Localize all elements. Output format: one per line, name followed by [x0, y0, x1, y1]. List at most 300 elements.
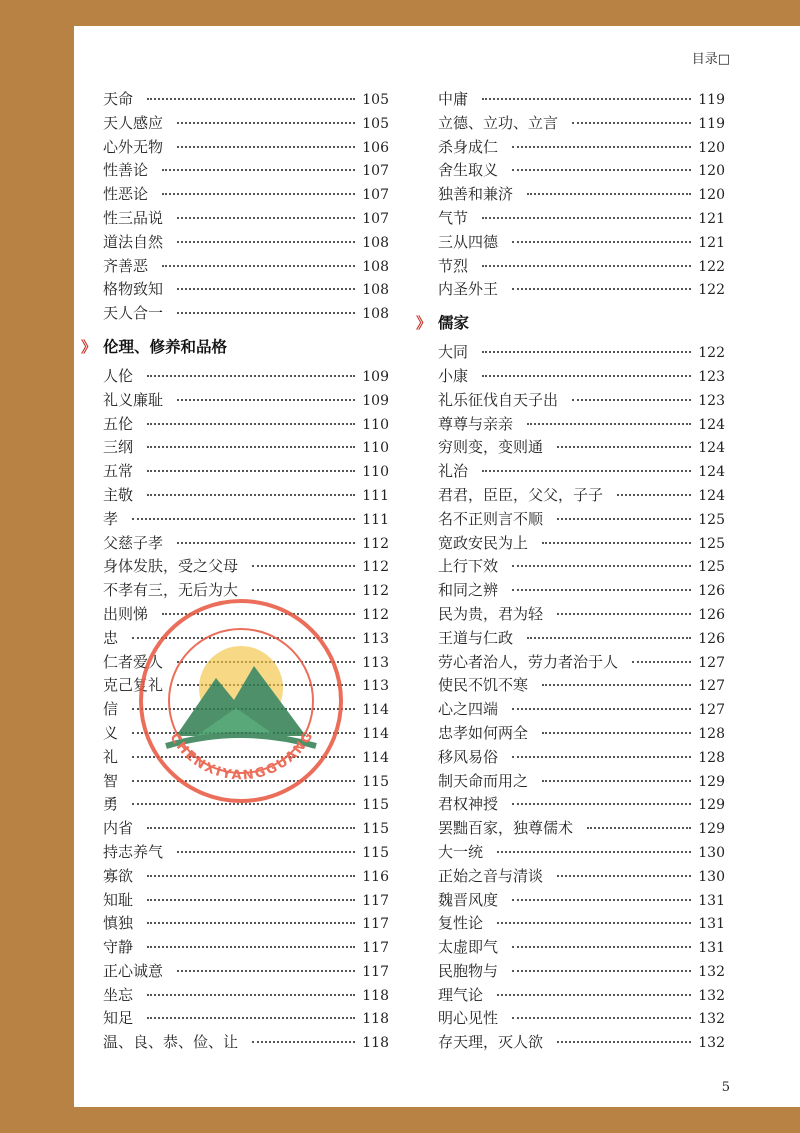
toc-entry[interactable] — [103, 302, 389, 326]
toc-entry-title: 礼义廉耻 — [103, 390, 164, 409]
toc-entry-title: 罢黜百家，独尊儒术 — [438, 819, 574, 838]
dot-leader — [482, 265, 691, 267]
toc-entry-title: 正始之音与清谈 — [438, 866, 544, 885]
toc-entry[interactable] — [103, 159, 389, 183]
toc-entry-page: 126 — [698, 630, 725, 647]
toc-entry[interactable] — [103, 112, 389, 136]
toc-entry-title: 上行下效 — [438, 557, 499, 576]
toc-entry-title: 不孝有三，无后为大 — [103, 581, 239, 600]
section-title: 儒家 — [438, 314, 470, 333]
toc-entry-page: 130 — [698, 844, 725, 861]
dot-leader — [147, 946, 355, 948]
toc-entry-page: 131 — [698, 940, 725, 957]
stamp-text: CHENXIYANGGUANG — [166, 728, 318, 784]
section-marker-icon: 》 — [81, 337, 97, 356]
toc-entry-title: 五常 — [103, 462, 134, 481]
dot-leader — [482, 98, 691, 100]
toc-entry[interactable] — [438, 508, 725, 532]
toc-entry[interactable] — [438, 770, 725, 794]
toc-entry[interactable] — [103, 889, 389, 913]
toc-entry[interactable] — [103, 255, 389, 279]
toc-entry-title: 知耻 — [103, 890, 134, 909]
toc-entry-title: 忠孝如何两全 — [438, 723, 529, 742]
toc-entry-page: 124 — [698, 416, 725, 433]
toc-entry[interactable] — [103, 460, 389, 484]
toc-entry-page: 112 — [362, 583, 389, 600]
toc-entry[interactable] — [438, 889, 725, 913]
dot-leader — [177, 399, 355, 401]
dot-leader — [177, 542, 355, 544]
toc-entry-title: 仁者爱人 — [103, 652, 164, 671]
toc-entry-title: 寡欲 — [103, 866, 134, 885]
dot-leader — [542, 780, 691, 782]
toc-entry[interactable] — [103, 532, 389, 556]
toc-entry-title: 理气论 — [438, 985, 484, 1004]
toc-entry-page: 111 — [362, 487, 389, 504]
toc-entry-page: 132 — [698, 1011, 725, 1028]
toc-entry-page: 130 — [698, 868, 725, 885]
toc-entry-title: 信 — [103, 700, 119, 719]
toc-entry[interactable] — [103, 183, 389, 207]
toc-entry-title: 礼 — [103, 747, 119, 766]
toc-entry-title: 独善和兼济 — [438, 185, 514, 204]
toc-entry[interactable] — [103, 936, 389, 960]
toc-entry-page: 111 — [362, 511, 389, 528]
toc-entry-title: 人伦 — [103, 366, 134, 385]
toc-entry[interactable] — [103, 278, 389, 302]
toc-entry-title: 性善论 — [103, 161, 149, 180]
toc-entry[interactable] — [103, 1031, 389, 1055]
toc-entry[interactable] — [438, 136, 725, 160]
toc-entry[interactable] — [438, 746, 725, 770]
toc-entry-page: 121 — [698, 234, 725, 251]
toc-entry-title: 坐忘 — [103, 985, 134, 1004]
toc-entry-page: 113 — [362, 654, 389, 671]
dot-leader — [132, 518, 355, 520]
toc-entry[interactable] — [438, 1031, 725, 1055]
dot-leader — [177, 146, 355, 148]
toc-entry-page: 110 — [362, 416, 389, 433]
watermark-stamp-logo — [136, 596, 346, 806]
dot-leader — [557, 613, 691, 615]
toc-entry-page: 108 — [362, 234, 389, 251]
dot-leader — [617, 494, 691, 496]
toc-entry-page: 116 — [362, 868, 389, 885]
toc-entry-page: 125 — [698, 535, 725, 552]
toc-entry-page: 115 — [362, 773, 389, 790]
section-heading-confucianism — [416, 311, 725, 335]
toc-entry-title: 太虚即气 — [438, 938, 499, 957]
toc-entry-title: 名不正则言不顺 — [438, 509, 544, 528]
toc-entry-title: 性三品说 — [103, 208, 164, 227]
dot-leader — [497, 922, 691, 924]
dot-leader — [147, 446, 355, 448]
toc-entry[interactable] — [438, 865, 725, 889]
toc-entry-title: 君君，臣臣，父父，子子 — [438, 485, 604, 504]
dot-leader — [147, 494, 355, 496]
toc-entry-title: 主敬 — [103, 485, 134, 504]
toc-entry-title: 克己复礼 — [103, 676, 164, 695]
dot-leader — [512, 970, 691, 972]
toc-entry-page: 124 — [698, 487, 725, 504]
toc-entry[interactable] — [438, 960, 725, 984]
toc-entry[interactable] — [438, 651, 725, 675]
toc-entry-title: 宽政安民为上 — [438, 533, 529, 552]
dot-leader — [512, 756, 691, 758]
toc-entry[interactable] — [103, 231, 389, 255]
toc-entry[interactable] — [103, 817, 389, 841]
dot-leader — [497, 851, 691, 853]
toc-entry-title: 知足 — [103, 1009, 134, 1028]
toc-entry[interactable] — [438, 793, 725, 817]
toc-entry-title: 义 — [103, 723, 119, 742]
toc-entry-title: 舍生取义 — [438, 161, 499, 180]
toc-entry[interactable] — [438, 984, 725, 1008]
toc-entry-page: 110 — [362, 464, 389, 481]
dot-leader — [147, 98, 355, 100]
toc-entry[interactable] — [103, 389, 389, 413]
toc-entry-page: 118 — [362, 987, 389, 1004]
toc-entry-page: 129 — [698, 773, 725, 790]
toc-entry-page: 112 — [362, 559, 389, 576]
running-header: 目录□ — [691, 52, 730, 67]
toc-entry-page: 113 — [362, 678, 389, 695]
toc-entry-page: 126 — [698, 583, 725, 600]
toc-entry-title: 孝 — [103, 509, 119, 528]
dot-leader — [512, 589, 691, 591]
toc-entry-title: 穷则变，变则通 — [438, 438, 544, 457]
dot-leader — [512, 899, 691, 901]
toc-entry[interactable] — [103, 365, 389, 389]
toc-entry-title: 复性论 — [438, 914, 484, 933]
toc-entry[interactable] — [438, 817, 725, 841]
toc-entry[interactable] — [103, 436, 389, 460]
toc-entry[interactable] — [438, 936, 725, 960]
toc-entry-page: 110 — [362, 440, 389, 457]
dot-leader — [162, 193, 355, 195]
toc-entry-title: 魏晋风度 — [438, 890, 499, 909]
dot-leader — [557, 875, 691, 877]
toc-entry-title: 格物致知 — [103, 280, 164, 299]
dot-leader — [482, 217, 691, 219]
toc-entry[interactable] — [438, 555, 725, 579]
toc-entry[interactable] — [438, 698, 725, 722]
toc-entry[interactable] — [103, 841, 389, 865]
toc-entry[interactable] — [438, 278, 725, 302]
dot-leader — [177, 122, 355, 124]
toc-entry[interactable] — [103, 984, 389, 1008]
toc-entry[interactable] — [438, 532, 725, 556]
toc-entry[interactable] — [438, 460, 725, 484]
toc-entry[interactable] — [438, 159, 725, 183]
toc-entry-page: 124 — [698, 464, 725, 481]
dot-leader — [177, 217, 355, 219]
toc-entry-title: 父慈子孝 — [103, 533, 164, 552]
toc-entry-title: 慎独 — [103, 914, 134, 933]
toc-entry-page: 105 — [362, 92, 389, 108]
toc-entry-page: 132 — [698, 963, 725, 980]
toc-entry-title: 天人合一 — [103, 304, 164, 323]
toc-entry-page: 129 — [698, 797, 725, 814]
toc-entry-title: 性恶论 — [103, 185, 149, 204]
toc-entry-page: 120 — [698, 187, 725, 204]
toc-right-top-list — [438, 88, 725, 302]
toc-entry-page: 105 — [362, 115, 389, 132]
dot-leader — [527, 193, 691, 195]
page-number: 5 — [721, 1080, 730, 1095]
toc-entry-title: 持志养气 — [103, 842, 164, 861]
toc-entry[interactable] — [438, 674, 725, 698]
dot-leader — [177, 241, 355, 243]
toc-entry-title: 制天命而用之 — [438, 771, 529, 790]
dot-leader — [482, 470, 691, 472]
toc-entry[interactable] — [438, 207, 725, 231]
toc-entry[interactable] — [103, 413, 389, 437]
toc-entry-page: 127 — [698, 678, 725, 695]
toc-entry[interactable] — [438, 912, 725, 936]
toc-entry-title: 三纲 — [103, 438, 134, 457]
toc-left-top-list — [103, 88, 389, 326]
toc-entry[interactable] — [103, 508, 389, 532]
toc-entry-page: 119 — [698, 92, 725, 108]
toc-entry-page: 117 — [362, 940, 389, 957]
dot-leader — [147, 994, 355, 996]
toc-entry-page: 115 — [362, 797, 389, 814]
dot-leader — [512, 169, 691, 171]
toc-entry[interactable] — [438, 484, 725, 508]
toc-entry[interactable] — [103, 207, 389, 231]
toc-entry-page: 112 — [362, 606, 389, 623]
section-heading-ethics — [81, 335, 389, 359]
dot-leader — [162, 265, 355, 267]
toc-entry[interactable] — [438, 1007, 725, 1031]
toc-entry[interactable] — [103, 555, 389, 579]
toc-entry[interactable] — [438, 255, 725, 279]
dot-leader — [177, 288, 355, 290]
toc-entry[interactable] — [103, 484, 389, 508]
toc-entry[interactable] — [438, 88, 725, 112]
toc-entry-title: 王道与仁政 — [438, 628, 514, 647]
toc-entry-title: 大一统 — [438, 842, 484, 861]
dot-leader — [147, 1017, 355, 1019]
toc-entry[interactable] — [103, 136, 389, 160]
toc-entry-title: 齐善恶 — [103, 256, 149, 275]
toc-entry-page: 124 — [698, 440, 725, 457]
dot-leader — [162, 169, 355, 171]
dot-leader — [572, 122, 691, 124]
toc-entry-page: 122 — [698, 345, 725, 362]
toc-entry[interactable] — [438, 341, 725, 365]
toc-entry[interactable] — [438, 627, 725, 651]
toc-entry-page: 132 — [698, 987, 725, 1004]
toc-entry[interactable] — [438, 413, 725, 437]
toc-entry-page: 120 — [698, 139, 725, 156]
toc-entry-title: 礼治 — [438, 462, 469, 481]
toc-entry-title: 智 — [103, 771, 119, 790]
toc-entry-title: 五伦 — [103, 414, 134, 433]
toc-entry-page: 128 — [698, 725, 725, 742]
toc-entry-page: 118 — [362, 1035, 389, 1052]
toc-entry-title: 忠 — [103, 628, 119, 647]
toc-entry-title: 中庸 — [438, 90, 469, 108]
dot-leader — [147, 899, 355, 901]
toc-entry-title: 内省 — [103, 819, 134, 838]
toc-entry-page: 114 — [362, 702, 389, 719]
dot-leader — [512, 708, 691, 710]
toc-entry-title: 劳心者治人，劳力者治于人 — [438, 652, 619, 671]
toc-entry-title: 尊尊与亲亲 — [438, 414, 514, 433]
dot-leader — [252, 565, 355, 567]
toc-entry-page: 127 — [698, 702, 725, 719]
toc-entry-page: 108 — [362, 282, 389, 299]
toc-entry-title: 正心诚意 — [103, 961, 164, 980]
dot-leader — [482, 375, 691, 377]
dot-leader — [147, 375, 355, 377]
dot-leader — [147, 875, 355, 877]
toc-entry-title: 勇 — [103, 795, 119, 814]
dot-leader — [147, 470, 355, 472]
dot-leader — [177, 851, 355, 853]
toc-entry-page: 115 — [362, 844, 389, 861]
toc-entry[interactable] — [438, 436, 725, 460]
toc-entry[interactable] — [438, 603, 725, 627]
toc-entry-page: 132 — [698, 1035, 725, 1052]
toc-entry-page: 119 — [698, 115, 725, 132]
toc-entry-page: 107 — [362, 187, 389, 204]
toc-entry-title: 天命 — [103, 90, 134, 108]
dot-leader — [557, 1041, 691, 1043]
toc-entry-title: 内圣外王 — [438, 280, 499, 299]
toc-entry-page: 114 — [362, 749, 389, 766]
dot-leader — [542, 542, 691, 544]
toc-entry-page: 109 — [362, 392, 389, 409]
toc-page — [74, 26, 800, 1107]
toc-entry[interactable] — [103, 960, 389, 984]
toc-entry-title: 守静 — [103, 938, 134, 957]
toc-entry-title: 身体发肤，受之父母 — [103, 557, 239, 576]
toc-entry-title: 三从四德 — [438, 232, 499, 251]
section-title: 伦理、修养和品格 — [103, 337, 228, 356]
section-marker-icon: 》 — [416, 314, 432, 333]
toc-entry[interactable] — [438, 722, 725, 746]
dot-leader — [542, 684, 691, 686]
toc-entry[interactable] — [103, 1007, 389, 1031]
toc-entry-title: 道法自然 — [103, 232, 164, 251]
toc-entry-title: 气节 — [438, 208, 469, 227]
toc-entry-page: 117 — [362, 916, 389, 933]
toc-entry-page: 126 — [698, 606, 725, 623]
toc-entry-page: 127 — [698, 654, 725, 671]
dot-leader — [147, 827, 355, 829]
toc-entry-title: 礼乐征伐自天子出 — [438, 390, 559, 409]
toc-entry-title: 小康 — [438, 366, 469, 385]
dot-leader — [512, 241, 691, 243]
toc-entry-page: 117 — [362, 892, 389, 909]
toc-entry-page: 125 — [698, 559, 725, 576]
toc-entry-page: 129 — [698, 821, 725, 838]
dot-leader — [512, 146, 691, 148]
toc-entry-title: 天人感应 — [103, 113, 164, 132]
toc-right-column — [416, 88, 725, 1055]
dot-leader — [512, 288, 691, 290]
toc-entry-page: 121 — [698, 210, 725, 227]
toc-entry-title: 君权神授 — [438, 795, 499, 814]
toc-entry-page: 120 — [698, 163, 725, 180]
toc-entry[interactable] — [438, 183, 725, 207]
toc-entry-page: 118 — [362, 1011, 389, 1028]
dot-leader — [527, 637, 691, 639]
dot-leader — [632, 661, 691, 663]
dot-leader — [587, 827, 691, 829]
toc-entry-title: 出则悌 — [103, 604, 149, 623]
dot-leader — [482, 351, 691, 353]
toc-entry-title: 杀身成仁 — [438, 137, 499, 156]
toc-entry-title: 明心见性 — [438, 1009, 499, 1028]
toc-entry-page: 115 — [362, 821, 389, 838]
dot-leader — [147, 423, 355, 425]
toc-left-column — [81, 88, 389, 1055]
dot-leader — [512, 803, 691, 805]
toc-entry[interactable] — [438, 112, 725, 136]
toc-entry-page: 131 — [698, 892, 725, 909]
toc-entry[interactable] — [438, 841, 725, 865]
toc-entry-page: 122 — [698, 282, 725, 299]
toc-entry-title: 移风易俗 — [438, 747, 499, 766]
toc-entry-title: 使民不饥不寒 — [438, 676, 529, 695]
toc-entry-page: 114 — [362, 725, 389, 742]
dot-leader — [557, 446, 691, 448]
dot-leader — [512, 565, 691, 567]
dot-leader — [177, 970, 355, 972]
toc-entry[interactable] — [103, 865, 389, 889]
toc-entry-page: 107 — [362, 163, 389, 180]
dot-leader — [252, 589, 355, 591]
toc-entry-title: 心外无物 — [103, 137, 164, 156]
toc-entry[interactable] — [438, 365, 725, 389]
toc-entry-title: 温、良、恭、俭、让 — [103, 1033, 239, 1052]
toc-entry-page: 108 — [362, 258, 389, 275]
dot-leader — [527, 423, 691, 425]
toc-entry[interactable] — [438, 389, 725, 413]
toc-entry-page: 106 — [362, 139, 389, 156]
toc-entry-title: 民为贵，君为轻 — [438, 604, 544, 623]
dot-leader — [497, 994, 691, 996]
dot-leader — [542, 732, 691, 734]
toc-entry-page: 117 — [362, 963, 389, 980]
dot-leader — [572, 399, 691, 401]
toc-entry-title: 大同 — [438, 343, 469, 362]
toc-entry-page: 131 — [698, 916, 725, 933]
toc-entry-page: 108 — [362, 306, 389, 323]
toc-entry[interactable] — [438, 231, 725, 255]
toc-entry-page: 125 — [698, 511, 725, 528]
toc-entry-page: 123 — [698, 392, 725, 409]
toc-entry-title: 和同之辨 — [438, 581, 499, 600]
toc-entry-page: 122 — [698, 258, 725, 275]
dot-leader — [147, 922, 355, 924]
dot-leader — [512, 1017, 691, 1019]
toc-entry-page: 123 — [698, 368, 725, 385]
toc-entry-title: 节烈 — [438, 256, 469, 275]
toc-entry[interactable] — [103, 88, 389, 112]
toc-entry[interactable] — [438, 579, 725, 603]
toc-entry[interactable] — [103, 912, 389, 936]
toc-entry-title: 民胞物与 — [438, 961, 499, 980]
dot-leader — [177, 312, 355, 314]
toc-entry-page: 107 — [362, 210, 389, 227]
toc-entry-page: 109 — [362, 368, 389, 385]
toc-entry-title: 存天理，灭人欲 — [438, 1033, 544, 1052]
